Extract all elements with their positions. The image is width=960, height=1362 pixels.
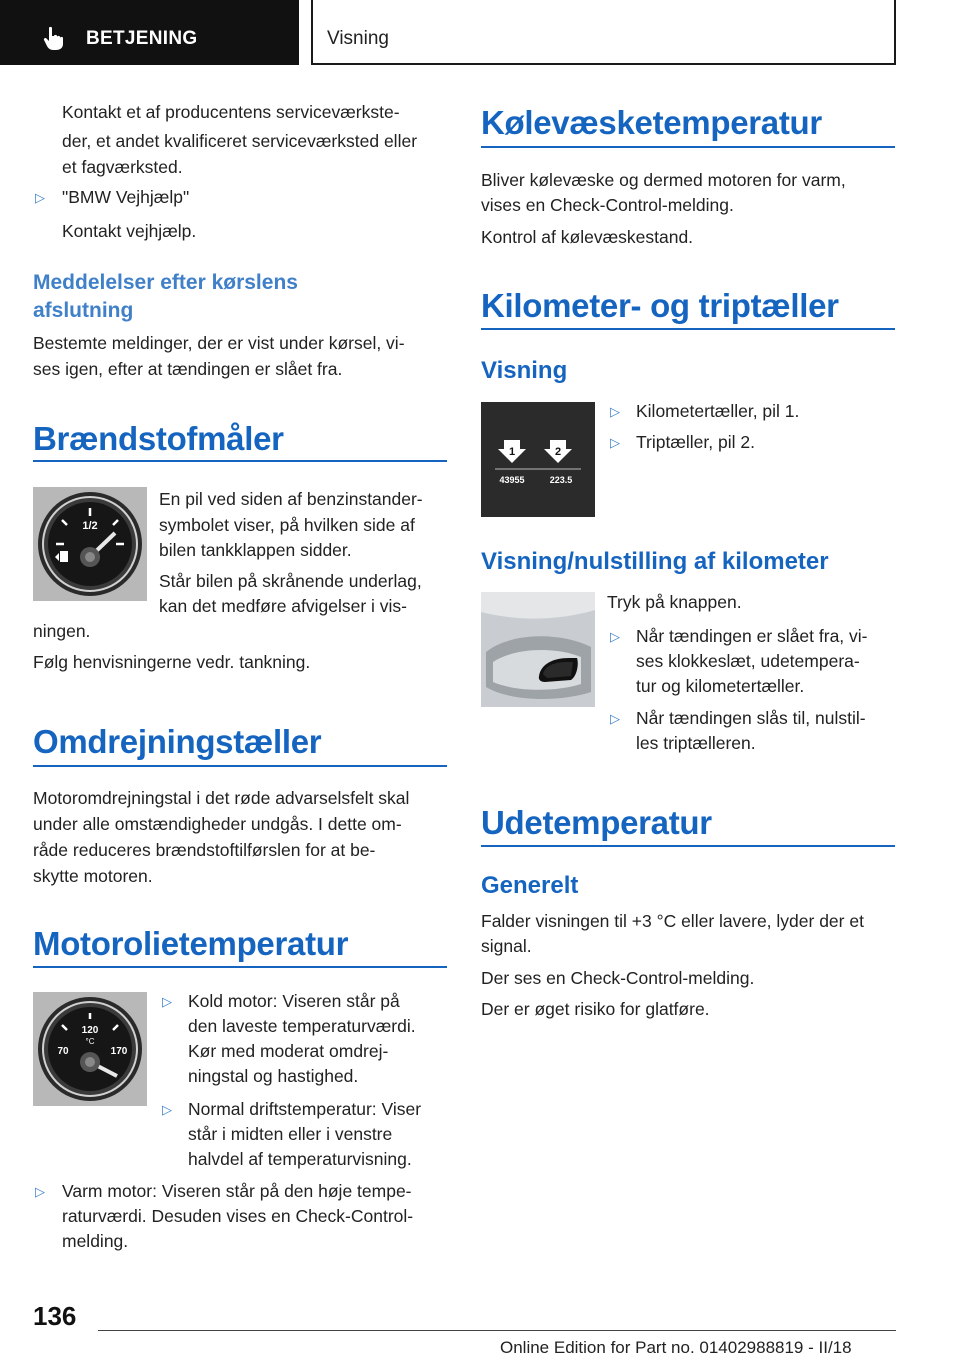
- oil-bullet-text: Varm motor: Viseren står på den høje tempe-: [62, 1181, 412, 1201]
- oil-bullet-text: Kold motor: Viseren står på: [188, 991, 400, 1011]
- oil-gauge-170: 170: [110, 1046, 128, 1057]
- display-bullet-text: Kilometertæller, pil 1.: [636, 401, 800, 421]
- bullet-text: "BMW Vejhjælp": [62, 187, 190, 207]
- rpm-text: skytte motoren.: [33, 866, 153, 886]
- oil-bullet-text: ningstal og hastighed.: [188, 1066, 359, 1086]
- heading-rule: [481, 845, 895, 847]
- footer-edition: Online Edition for Part no. 01402988819 - II/18: [500, 1338, 852, 1357]
- general-heading: Generelt: [481, 872, 579, 899]
- reset-bullet-text: tur og kilometertæller.: [636, 676, 805, 696]
- oil-bullet-text: raturværdi. Desuden vises en Check-Control-: [62, 1206, 414, 1226]
- reset-bullet-text: Når tændingen er slået fra, vi-: [636, 626, 868, 646]
- general-text: Der ses en Check-Control-melding.: [481, 968, 755, 988]
- odometer-arrow-2: 2: [554, 446, 562, 458]
- reset-bullet-text: ses klokkeslæt, udetempera-: [636, 651, 860, 671]
- bullet-icon: ▷: [35, 190, 45, 205]
- oil-gauge-70: 70: [57, 1046, 69, 1057]
- intro-line: et fagværksted.: [62, 157, 183, 177]
- intro-line: der, et andet kvalificeret serviceværksted eller: [62, 131, 418, 151]
- fuel-text: symbolet viser, på hvilken side af: [159, 515, 415, 535]
- fuel-text: Følg henvisningerne vedr. tankning.: [33, 652, 311, 672]
- bullet-icon: ▷: [162, 1102, 172, 1117]
- oil-bullet-text: den laveste temperaturværdi.: [188, 1016, 416, 1036]
- messages-heading: afslutning: [33, 299, 134, 322]
- odometer-display-image: [481, 402, 595, 517]
- rpm-text: under alle omstændigheder undgås. I dette om-: [33, 814, 402, 834]
- fuel-gauge-image: [33, 487, 147, 601]
- oil-gauge-image: [33, 992, 147, 1106]
- display-heading: Visning: [481, 357, 568, 384]
- odometer-heading: Kilometer- og triptæller: [481, 287, 839, 324]
- rpm-text: råde reduceres brændstoftilførslen for at be-: [33, 840, 376, 860]
- general-text: Falder visningen til +3 °C eller lavere, lyder der et: [481, 911, 864, 931]
- bullet-icon: ▷: [610, 711, 620, 726]
- rpm-text: Motoromdrejningstal i det røde advarselsfelt skal: [33, 788, 410, 808]
- heading-rule: [33, 460, 447, 462]
- heading-rule: [33, 765, 447, 767]
- odometer-display-icon: [481, 402, 595, 517]
- oil-gauge-unit: °C: [85, 1037, 95, 1046]
- fuel-heading: Brændstofmåler: [33, 420, 284, 457]
- hand-pointer-icon: [40, 24, 68, 52]
- messages-text: ses igen, efter at tændingen er slået fra.: [33, 359, 343, 379]
- oil-bullet-text: Kør med moderat omdrej-: [188, 1041, 389, 1061]
- fuel-gauge-label: 1/2: [82, 520, 98, 532]
- bullet-icon: ▷: [35, 1184, 45, 1199]
- odometer-arrow-1: 1: [508, 446, 516, 458]
- heading-rule: [481, 328, 895, 330]
- intro-line: Kontakt et af producentens serviceværkste-: [62, 102, 400, 122]
- outside-temp-heading: Udetemperatur: [481, 804, 712, 841]
- odometer-value: 43955: [499, 475, 525, 485]
- oil-gauge-icon: [33, 992, 147, 1106]
- rpm-heading: Omdrejningstæller: [33, 723, 322, 760]
- bullet-icon: ▷: [610, 629, 620, 644]
- section-tab: [0, 0, 299, 65]
- page-title-box: [311, 0, 896, 65]
- page-number: 136: [33, 1301, 77, 1331]
- reset-bullet-text: les triptælleren.: [636, 733, 756, 753]
- oil-gauge-120: 120: [81, 1025, 99, 1036]
- reset-heading: Visning/nulstilling af kilometer: [481, 548, 829, 575]
- messages-heading: Meddelelser efter kørslens: [33, 271, 298, 294]
- messages-text: Bestemte meldinger, der er vist under kørsel, vi-: [33, 333, 405, 353]
- footer-rule: [98, 1330, 896, 1331]
- coolant-text: Bliver kølevæske og dermed motoren for varm,: [481, 170, 846, 190]
- heading-rule: [33, 966, 447, 968]
- coolant-text: Kontrol af kølevæskestand.: [481, 227, 694, 247]
- reset-text: Tryk på knappen.: [607, 592, 742, 612]
- oil-bullet-text: melding.: [62, 1231, 129, 1251]
- reset-button-icon: [481, 592, 595, 707]
- bullet-icon: ▷: [610, 404, 620, 419]
- general-text: signal.: [481, 936, 532, 956]
- fuel-text: ningen.: [33, 621, 91, 641]
- bullet-icon: ▷: [610, 435, 620, 450]
- reset-bullet-text: Når tændingen slås til, nulstil-: [636, 708, 866, 728]
- fuel-text: bilen tankklappen sidder.: [159, 540, 352, 560]
- reset-button-image: [481, 592, 595, 707]
- general-text: Der er øget risiko for glatføre.: [481, 999, 710, 1019]
- tripmeter-value: 223.5: [549, 475, 573, 485]
- oil-heading: Motorolietemperatur: [33, 925, 349, 962]
- page-title: Visning: [327, 28, 389, 49]
- bullet-subtext: Kontakt vejhjælp.: [62, 221, 197, 241]
- fuel-text: En pil ved siden af benzinstander-: [159, 489, 423, 509]
- oil-bullet-text: Normal driftstemperatur: Viser: [188, 1099, 422, 1119]
- fuel-gauge-icon: [33, 487, 147, 601]
- fuel-text: Står bilen på skrånende underlag,: [159, 571, 422, 591]
- fuel-text: kan det medføre afvigelser i vis-: [159, 596, 408, 616]
- oil-bullet-text: står i midten eller i venstre: [188, 1124, 393, 1144]
- coolant-text: vises en Check-Control-melding.: [481, 195, 734, 215]
- coolant-heading: Kølevæsketemperatur: [481, 104, 822, 141]
- section-label: BETJENING: [86, 28, 198, 49]
- display-bullet-text: Triptæller, pil 2.: [636, 432, 755, 452]
- oil-bullet-text: halvdel af temperaturvisning.: [188, 1149, 412, 1169]
- bullet-icon: ▷: [162, 994, 172, 1009]
- heading-rule: [481, 146, 895, 148]
